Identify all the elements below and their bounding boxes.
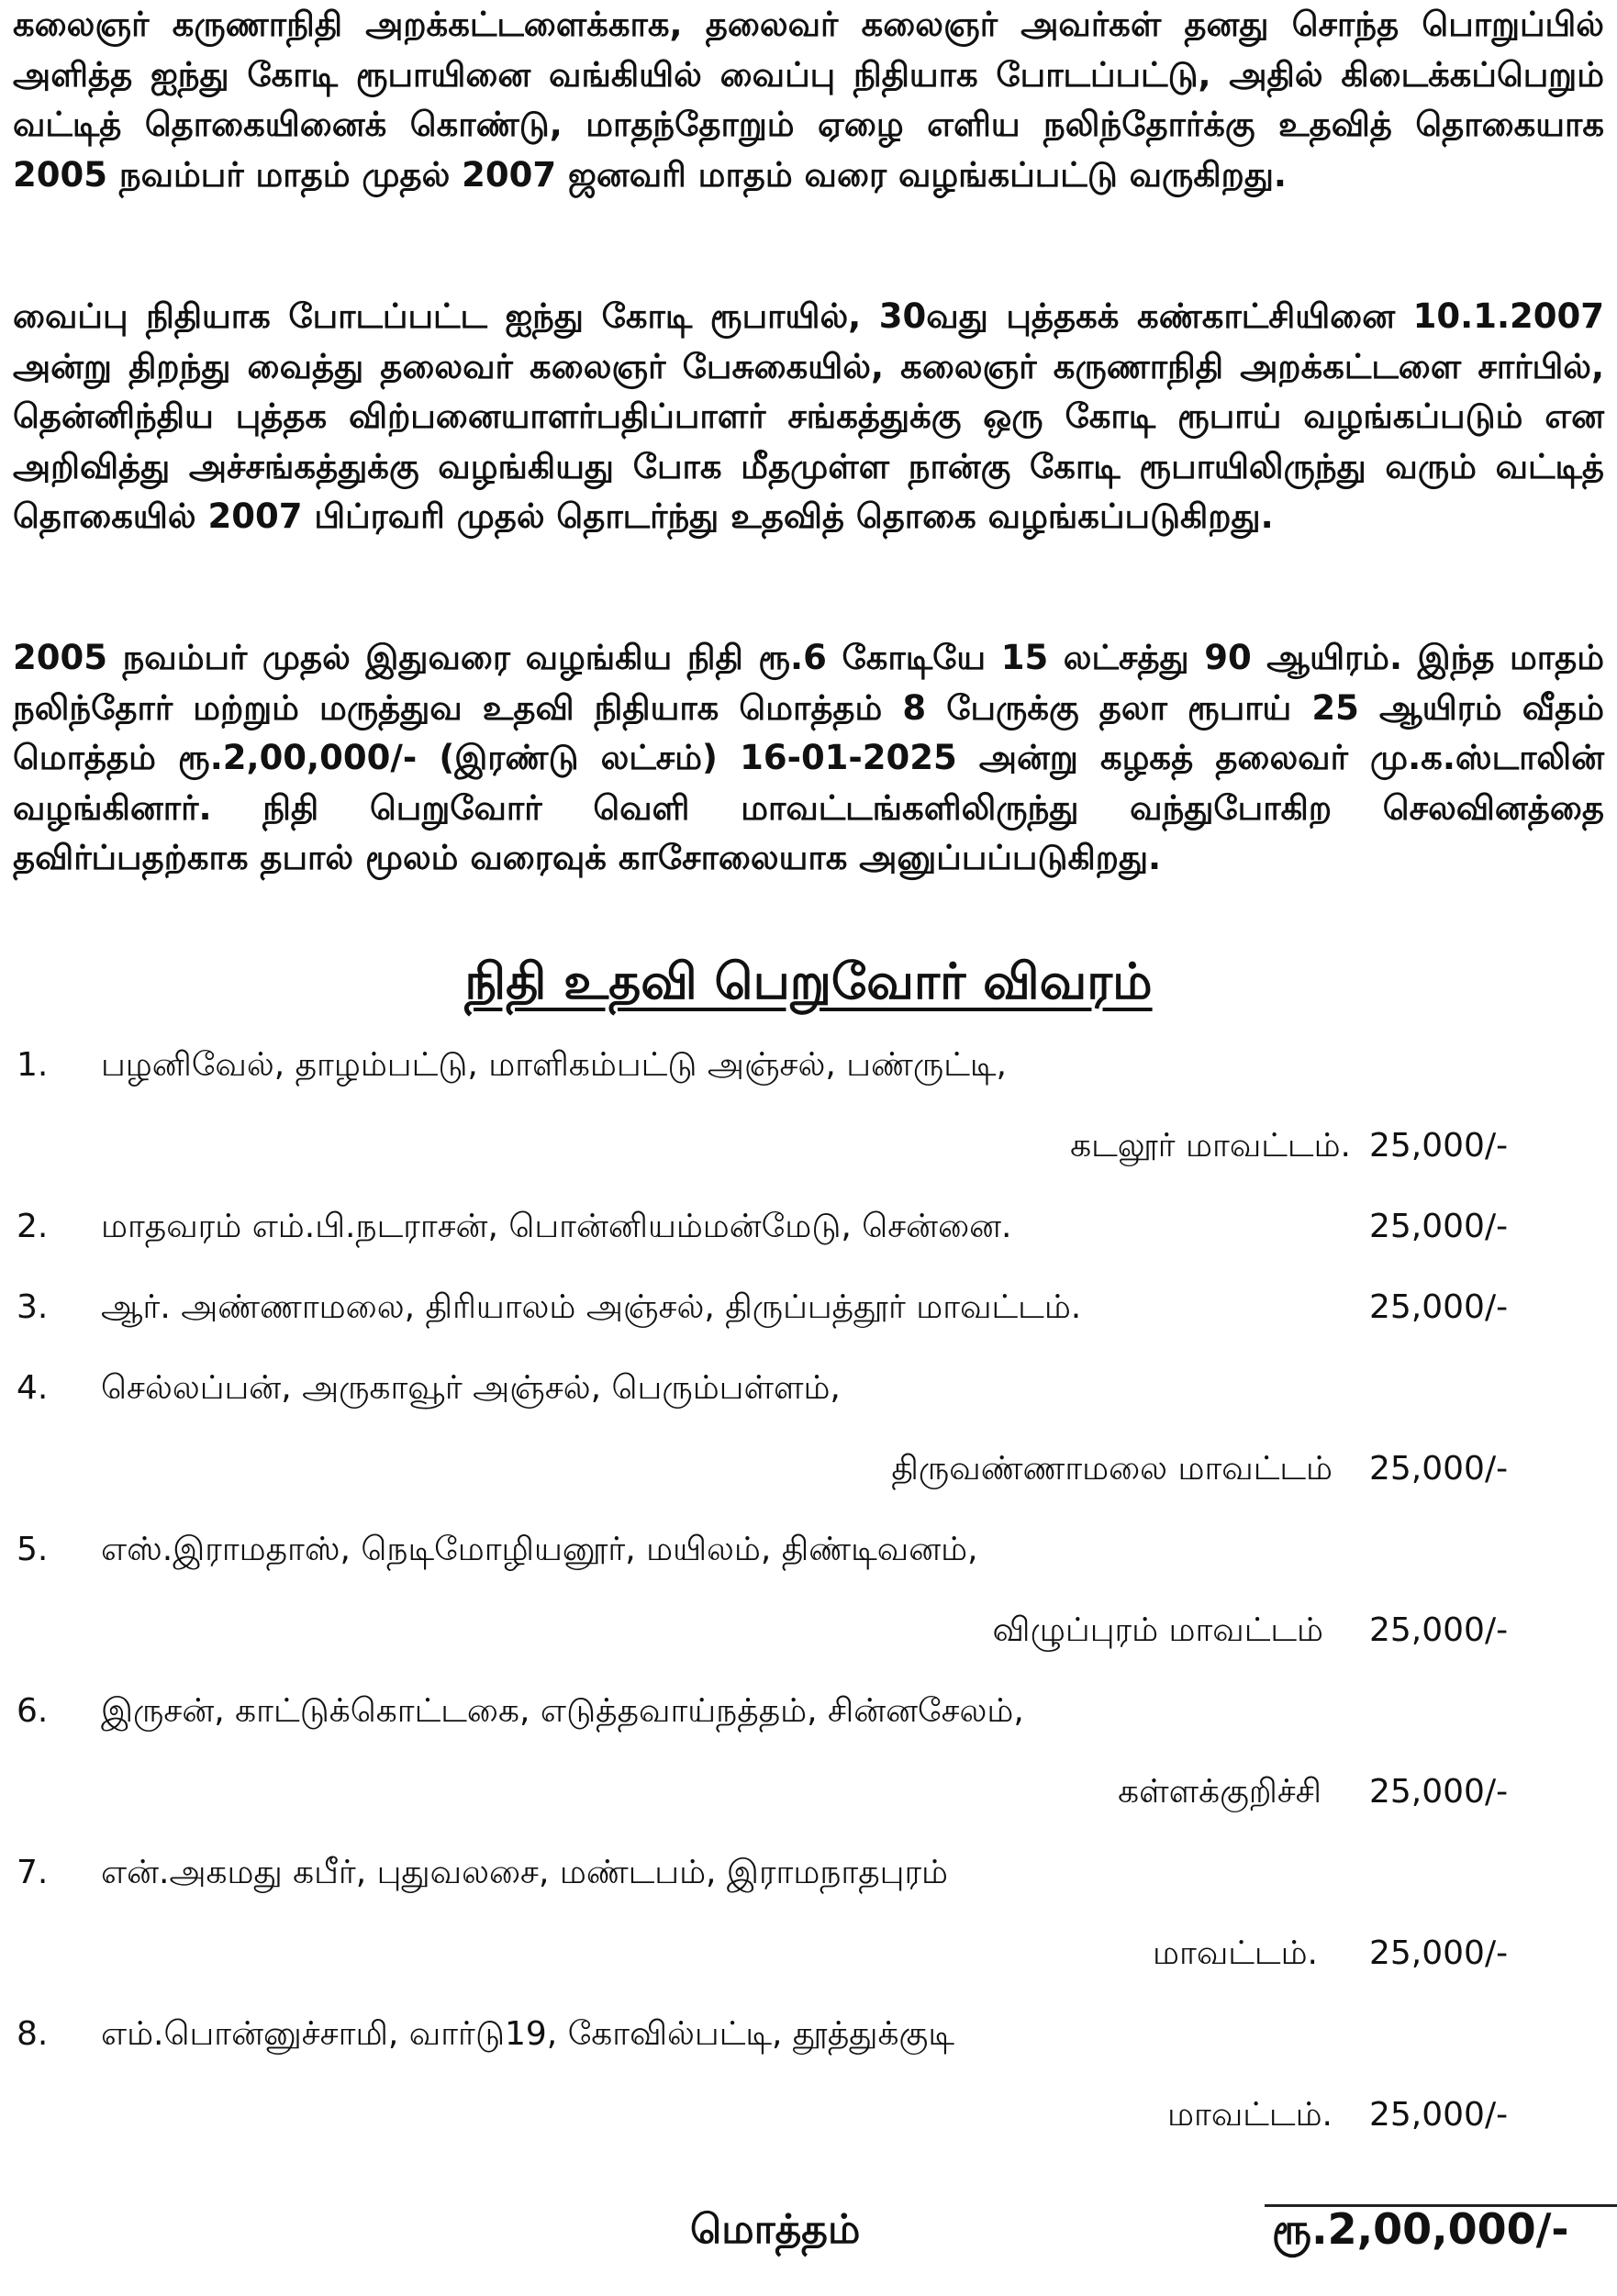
item-address-line1: செல்லப்பன், அருகாவூர் அஞ்சல், பெரும்பள்ளம்,	[101, 1369, 841, 1407]
item-amount: 25,000/-	[1369, 1450, 1509, 1488]
item-address-line2: மாவட்டம்.	[1167, 2096, 1333, 2134]
item-address-line2: கடலூர் மாவட்டம்.	[1070, 1127, 1351, 1165]
item-amount: 25,000/-	[1369, 2096, 1509, 2134]
item-amount: 25,000/-	[1369, 1288, 1509, 1326]
item-address-line2: கள்ளக்குறிச்சி	[1118, 1773, 1321, 1811]
section-heading	[0, 953, 1617, 1018]
item-address-line2: விழுப்புரம் மாவட்டம்	[992, 1611, 1323, 1649]
item-number: 2.	[17, 1208, 49, 1245]
item-number: 1.	[17, 1046, 49, 1084]
item-amount: 25,000/-	[1369, 1127, 1509, 1165]
item-number: 4.	[17, 1369, 49, 1407]
item-address-line1: இருசன், காட்டுக்கொட்டகை, எடுத்தவாய்நத்தம், சின்னசேலம்,	[101, 1692, 1024, 1730]
item-address-line1: பழனிவேல், தாழம்பட்டு, மாளிகம்பட்டு அஞ்சல், பண்ருட்டி,	[101, 1046, 1007, 1084]
intro-paragraph-2: வைப்பு நிதியாக போடப்பட்ட ஐந்து கோடி ரூபாயில், 30வது புத்தகக் கண்காட்சியினை 10.1.2007 அன்று திறந்து வைத்து தலைவர் கலைஞர் பேசுகையில், கலைஞர் கருணாநிதி அறக்கட்டளை சார்பில், தென்னிந்திய புத்தக விற்பனையாளர்பதிப்பாளர் சங்கத்துக்கு ஒரு கோடி ரூபாய் வழங்கப்படும் என அறிவித்து அச்சங்கத்துக்கு வழங்கியது போக மீதமுள்ள நான்கு கோடி ரூபாயிலிருந்து வரும் வட்டித் தொகையில் 2007 பிப்ரவரி முதல் தொடர்ந்து உதவித் தொகை வழங்கப்படுகிறது.	[13, 296, 1604, 536]
item-number: 5.	[17, 1531, 49, 1568]
item-address-line2: திருவண்ணாமலை மாவட்டம்	[891, 1450, 1333, 1488]
item-amount: 25,000/-	[1369, 1208, 1509, 1245]
item-address-line1: எஸ்.இராமதாஸ், நெடிமோழியனூர், மயிலம், திண்டிவனம்,	[101, 1531, 978, 1568]
intro-paragraph-3: 2005 நவம்பர் முதல் இதுவரை வழங்கிய நிதி ரூ.6 கோடியே 15 லட்சத்து 90 ஆயிரம். இந்த மாதம் நலிந்தோர் மற்றும் மருத்துவ உதவி நிதியாக மொத்தம் 8 பேருக்கு தலா ரூபாய் 25 ஆயிரம் வீதம் மொத்தம் ரூ.2,00,000/- (இரண்டு லட்சம்) 16-01-2025 அன்று கழகத் தலைவர் மு.க.ஸ்டாலின் வழங்கினார். நிதி பெறுவோர் வெளி மாவட்டங்களிலிருந்து வந்துபோகிற செலவினத்தை தவிர்ப்பதற்காக தபால் மூலம் வரைவுக் காசோலையாக அனுப்பப்படுகிறது.	[13, 638, 1604, 877]
item-address-line1: என்.அகமது கபீர், புதுவலசை, மண்டபம், இராமநாதபுரம்	[101, 1854, 949, 1891]
item-address-line1: மாதவரம் எம்.பி.நடராசன், பொன்னியம்மன்மேடு, சென்னை.	[101, 1208, 1012, 1245]
total-value: ரூ.2,00,000/-	[1272, 2204, 1569, 2254]
item-address-line1: எம்.பொன்னுச்சாமி, வார்டு19, கோவில்பட்டி, தூத்துக்குடி	[101, 2015, 954, 2053]
item-number: 6.	[17, 1692, 49, 1730]
item-amount: 25,000/-	[1369, 1773, 1509, 1811]
item-number: 7.	[17, 1854, 49, 1891]
item-amount: 25,000/-	[1369, 1934, 1509, 1972]
item-number: 3.	[17, 1288, 49, 1326]
item-amount: 25,000/-	[1369, 1611, 1509, 1649]
item-address-line2: மாவட்டம்.	[1153, 1934, 1318, 1972]
intro-paragraph-1: கலைஞர் கருணாநிதி அறக்கட்டளைக்காக, தலைவர் கலைஞர் அவர்கள் தனது சொந்த பொறுப்பில் அளித்த ஐந்து கோடி ரூபாயினை வங்கியில் வைப்பு நிதியாக போடப்பட்டு, அதில் கிடைக்கப்பெறும் வட்டித் தொகையினைக் கொண்டு, மாதந்தோறும் ஏழை எளிய நலிந்தோர்க்கு உதவித் தொகையாக 2005 நவம்பர் மாதம் முதல் 2007 ஜனவரி மாதம் வரை வழங்கப்பட்டு வருகிறது.	[13, 5, 1604, 195]
item-address-line1: ஆர். அண்ணாமலை, திரியாலம் அஞ்சல், திருப்பத்தூர் மாவட்டம்.	[101, 1288, 1082, 1326]
total-label: மொத்தம்	[690, 2206, 861, 2253]
item-number: 8.	[17, 2015, 49, 2053]
heading-text: நிதி உதவி பெறுவோர் விவரம்	[464, 953, 1153, 1010]
